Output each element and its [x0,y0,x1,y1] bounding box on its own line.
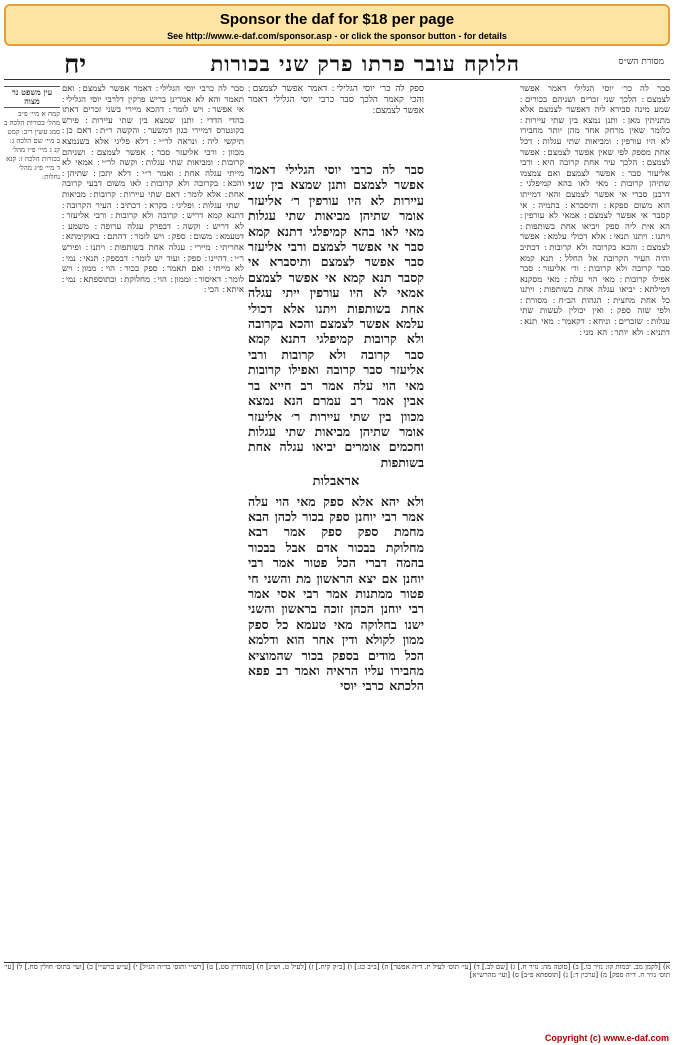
footnotes-text: א) [לקמן מב. יבמות קו: נזיר כו.] ב) [סוטה מה: נזיר ח.] ג) [שם לב.] ד) [עי׳ תוס׳ לעיל יז. ד״ה אפשר] ה) [ב״ב כג:] ו) [ב״ק קיח.] ז) [לעיל ט. וש״נ] ח) [סנהדרין סט.] ט) [רש״י ותוס׳ בד״ה הנ״ל] י) [ע״ש ברש״י] כ) [ועי׳ בתוס׳ חולין סח.] ל) [עי׳ תוס׳ נזיר ח. ד״ה ספק] מ) [ערכין ד:] נ) [תוספתא פ״ב] ס) [ועי׳ מהרש״א] [4,963,670,980]
folio-number: יח [64,50,87,80]
header-divider [4,79,670,80]
gemara-text: סבר לה כרבי יוסי הגלילי דאמר אפשר לצמצם ותנן שמצא בין שני עיירות לא היו עורפין ר׳ אליעזר אומר שתיהן מביאות שתי עגלות מאי לאו בהא קמיפלגי דתנא קמא סבר אי אפשר לצמצם ורבי אליעזר סבר אפשר לצמצם ותיסברא אי קסבר תנא קמא אי אפשר לצמצם אמאי לא היו עורפין ייתי עגלה אחת בשותפות ויתנו אלא דכולי עלמא אפשר לצמצם והכא בקרובה ולא קרובות קמיפלגי דתנא קמא סבר קרובה ולא קרובות ורבי אליעזר סבר קרובה ואפילו קרובות מאי הוי עלה אמר רב חייא בר אבין אמר רב עמרם הנא נמצא מכוון בין שתי עיירות ר׳ אליעזר אומר שתיהן מביאות שתי עגלות וחכמים אומרים יביאו עגלה אחת בשותפות [248,162,424,470]
tosafot-text: סבר לה כרבי יוסי הגלילי ׃ דאמר אפשר לצמצם ׃ ואם תאמר והא לא אמרינן בריש פרקין דלרבי יוסי הגלילי ׃ אי אפשר ׃ ויש לומר ׃ דהכא מיירי בשני זכרים דאתו בהדי הדדי ׃ ותנן שמצא בין שתי עיירות ׃ פירש בקונטרס דמיירי כגון דמשער ׃ והקשה ר״ת ׃ דאם כן ׃ תיקשי ליה ׃ ונראה לר״י ׃ דלא פליגי אלא בשנמצא מכוון ׃ ורבי אליעזר סבר ׃ אפשר לצמצם ׃ ושניהם קרובות ׃ ומביאות שתי עגלות ׃ וקשה לר״י ׃ אמאי לא מייתי עגלה אחת ׃ ואמר ר״י ׃ דלא יתכן ׃ שתיהן ׃ והכא ׃ בקרובה ולא קרובות ׃ לאו משום דבעי קרובה אחת ׃ אלא לומר ׃ דאם שתי עיירות ׃ קרובות ׃ מביאות ׃ שתי עגלות ׃ ופליגי ׃ בקרא ׃ דכתיב ׃ העיר הקרובה ׃ דתנא קמא דריש ׃ קרובה ולא קרובות ׃ ורבי אליעזר ׃ לא דריש ׃ וקשה ׃ דבפרק עגלה ערופה ׃ משמע ׃ דטעמא ׃ משום ׃ ספק ׃ ויש לומר ׃ דהתם ׃ באוקימתא ׃ אחריתי ׃ מיירי ׃ עגלה אחת בשותפות ׃ ויתנו ׃ ופירש ר״י ׃ דהיינו ׃ ספק ׃ ועוד יש לומר ׃ דבספק ׃ תנאי ׃ נמי ׃ לא מייתי ׃ ואם תאמר ׃ ספק בכור ׃ הוי ׃ ממון ׃ ויש לומר ׃ דאיסור ׃ וממון ׃ הוי ׃ מחלוקת ׃ ובתוספתא ׃ נמי ׃ איתא ׃ הכי ׃ [62,84,244,296]
rashi-text: סבר לה כר׳ יוסי הגלילי דאמר אפשר לצמצם ׃ הלכך שני זכרים ושניהם בכורים ׃ שמע מינה סבירא ליה דאפשר לצמצם אלא מתניתין מאן ׃ ותנן נמצא בין שתי עיירות ׃ כלומר שאין מרחק אחד מהן יותר מחבירו לא היו עורפין ׃ ומביאות שתי עגלות ׃ דכל אחת מספק לפי שאין אפשר לצמצם ׃ אפשר לצמצם ׃ הלכך עיר אחת קרובה היא ׃ ורבי אליעזר סבר ׃ אפשר לצמצם ואם צמצמו שתיהן קרובות ׃ מאי לאו בהא קמיפלגי ׃ דרבנן סברי אי אפשר לצמצם והאי דמייתו הוא משום ספקא ׃ ותיסברא ׃ בתמיה ׃ אי קסבר אי אפשר לצמצם ׃ אמאי לא עורפין ׃ הא אית ליה ספק ויביאו אחת בשותפות ׃ ויתנו ׃ ויתנו תנאי ׃ אלא דכולי עלמא ׃ אפשר לצמצם ׃ והכא בקרובה ולא קרובות ׃ דכתיב והיה העיר הקרובה אל החלל ׃ תנא קמא סבר קרובה ולא קרובות ׃ ור׳ אליעזר ׃ סבר אפילו קרובות ׃ מאי הוי עלה ׃ מאי מסקנא דמילתא ׃ יביאו עגלה אחת בשותפות ׃ ויתנו כל אחת מחצית ׃ הגהות הב״ח ׃ מסורת ׃ ולפי שזה ספק ׃ ואין יכולין לעשות שתי עגלות ׃ שזכרים ׃ וניחא ׃ דקאמר ׃ מאי תנא ׃ דתניא ׃ ולא יותר ׃ הא מני ׃ [520,84,670,338]
sponsor-title[interactable]: Sponsor the daf for $18 per page [219,11,455,28]
sponsor-banner[interactable] [4,4,670,46]
page-title: הלוקח עובר פרתו פרק שני בכורות [210,51,520,76]
gemara-column [248,162,424,952]
page-header [4,50,670,80]
ein-mishpat-notes: קמח א מיי׳ פ״ב מהל׳ בכורות הלכה ב סמג עשין ריב ׃ קמט ב מיי׳ שם הלכה ג ׃ קנ ג מיי׳ פ״ו מהל׳ בכורות הלכה ז ׃ קנא ד מיי׳ פ״ג מהל׳ נחלות ׃ [4,110,60,181]
copyright-link[interactable]: Copyright (c) www.e-daf.com [544,1033,669,1043]
sponsor-subtitle[interactable]: See http://www.e-daf.com/sponsor.asp - or click the sponsor button - for details [167,31,507,41]
ein-mishpat-column [4,84,60,954]
rashi-column [520,84,670,964]
tosafot-column [62,84,244,964]
talmud-page [4,50,670,1030]
commentary-top [248,84,424,160]
massechet-label: מסורת הש״ס [618,57,664,67]
footnotes [4,962,670,1027]
ein-mishpat-label: עין משפט נר מצוה [4,86,60,108]
gemara-section-head: אראבלות [312,474,360,490]
gemara-text-continued: ולא יהא אלא ספק מאי הוי עלה אמר רבי יוחנן ספק בכור לכהן הבא מחמת ספק ספק אמר רבא מחלוקת בבכור אדם אבל בבכור בהמה דברי הכל פטור אמר רבי יוחנן אם יצא הראשון מת והשני חי פטור ממתנות אמר רבי אסי אמר רבי יוחנן הכהן זוכה בראשון והשני ישנו בחלוקה מאי טעמא כל ספק ממון לקולא ודין אחר הוא ודלמא הכל מודים בספק בכור שהמוציא מחבירו עליו הראיה ואמר רב פפא הלכתא כרבי יוסי [248,493,424,694]
commentary-top-text: ספק לה כר׳ יוסי הגלילי ׃ דאמר אפשר לצמצם ׃ והכי קאמר הלכך סבר כרבי יוסי הגלילי דאמר אפשר לצמצם ׃ [248,84,424,116]
